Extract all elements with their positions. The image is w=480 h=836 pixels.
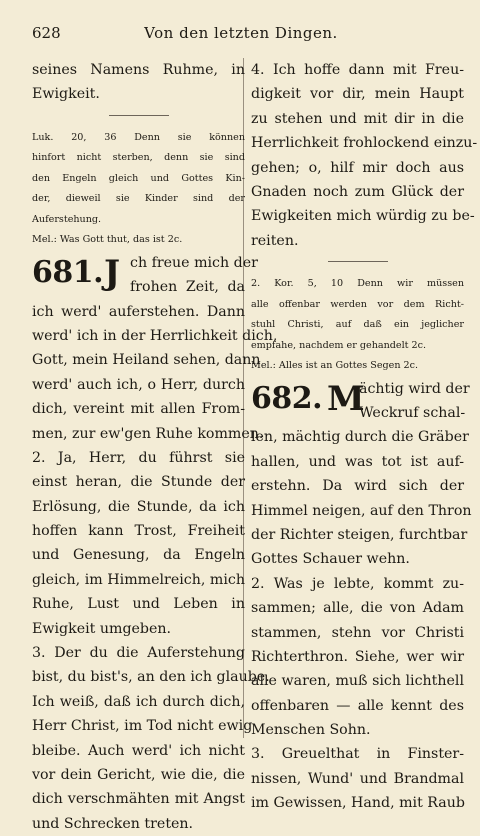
text-line: erstehn. Da wird sich der (251, 478, 464, 495)
text-line: 4. Ich hoffe dann mit Freu- (251, 62, 464, 78)
scripture-note-line: der, dieweil sie Kinder sind der (32, 193, 245, 205)
text-line: seines Namens Ruhme, in (32, 62, 245, 78)
drop-capital: J (104, 252, 121, 293)
text-line: gehen; o, hilf mir doch aus (251, 159, 464, 176)
scripture-note-line: Luk. 20, 36 Denn sie können (32, 131, 245, 143)
running-title: Von den letzten Dingen. (144, 24, 338, 42)
text-line: im Gewissen, Hand, mit Raub (251, 795, 465, 812)
text-line: len, mächtig durch die Gräber (251, 429, 469, 446)
text-line: Herr Christ, im Tod nicht ewig (32, 718, 253, 735)
text-line: 2. Was je lebte, kommt zu- (251, 575, 464, 592)
drop-capital: M (327, 378, 365, 419)
text-line: der Richter steigen, furchtbar (251, 526, 468, 543)
text-line: Weckruf schal- (359, 405, 466, 422)
text-line: Richterthron. Siehe, wer wir (251, 648, 464, 665)
melody-line: Mel.: Was Gott thut, das ist 2c. (32, 234, 183, 246)
text-line: Menschen Sohn. (251, 722, 371, 739)
text-line: hoffen kann Trost, Freiheit (32, 523, 245, 540)
text-line: und Genesung, da Engeln (32, 547, 245, 564)
text-line: Ewigkeit umgeben. (32, 620, 172, 637)
text-line: Herrlichkeit frohlockend einzu- (251, 135, 478, 152)
scripture-note-line: 2. Kor. 5, 10 Denn wir müssen (251, 278, 464, 290)
section-rule (109, 115, 169, 116)
text-line: bleibe. Auch werd' ich nicht (32, 742, 245, 759)
text-line: bist, du bist's, an den ich glaube. (32, 669, 270, 686)
text-line: Ewigkeiten mich würdig zu be- (251, 208, 475, 225)
text-line: reiten. (251, 232, 299, 249)
text-line: 3. Greuelthat in Finster- (251, 746, 464, 763)
hymn-number: 681. (32, 254, 104, 290)
text-line: digkeit vor dir, mein Haupt (251, 86, 464, 103)
text-line: Gnaden noch zum Glück der (251, 183, 464, 200)
text-line: Gott, mein Heiland sehen, dann (32, 352, 261, 369)
text-line: alle waren, muß sich lichthell (251, 673, 464, 690)
text-line: dich verschmähten mit Angst (32, 791, 245, 808)
text-line: sammen; alle, die von Adam (251, 600, 464, 617)
text-line: einst heran, die Stunde der (32, 474, 245, 491)
text-line: Erlösung, die Stunde, da ich (32, 498, 245, 515)
hymn-682 (251, 377, 470, 426)
scripture-note-line: stuhl Christi, auf daß ein jeglicher (251, 319, 464, 331)
scripture-note-line: den Engeln gleich und Gottes Kin- (32, 172, 245, 184)
text-line: stammen, stehn vor Christi (251, 624, 464, 641)
text-line: ch freue mich der (130, 254, 258, 271)
text-line: werd' auch ich, o Herr, durch (32, 376, 245, 393)
text-line: Ewigkeit. (32, 86, 100, 103)
text-line: zu stehen und mit dir in die (251, 110, 464, 127)
scripture-note-line: Auferstehung. (32, 213, 102, 225)
scripture-note-line: alle offenbar werden vor dem Richt- (251, 298, 464, 310)
right-column (251, 58, 478, 816)
text-line: nissen, Wund' und Brandmal (251, 770, 464, 787)
text-line: ich werd' auferstehen. Dann (32, 303, 245, 320)
text-line: vor dein Gericht, wie die, die (32, 766, 245, 783)
scripture-note-line: hinfort nicht sterben, denn sie sind (32, 152, 245, 164)
text-line: offenbaren — alle kennt des (251, 697, 464, 714)
text-line: 2. Ja, Herr, du führst sie (32, 449, 245, 466)
hymn-681 (32, 251, 258, 300)
page-number: 628 (32, 24, 61, 42)
text-line: men, zur ew'gen Ruhe kommen. (32, 425, 264, 442)
text-line: Himmel neigen, auf den Thron (251, 502, 472, 519)
scripture-note-line: empfahe, nachdem er gehandelt 2c. (251, 339, 427, 351)
text-line: 3. Der du die Auferstehung (32, 645, 245, 662)
section-rule (328, 261, 388, 262)
text-line: dich, vereint mit allen From- (32, 401, 245, 418)
text-line: Ruhe, Lust und Leben in (32, 596, 245, 613)
text-line: und Schrecken treten. (32, 815, 194, 832)
melody-line: Mel.: Alles ist an Gottes Segen 2c. (251, 360, 419, 372)
hymn-number: 682. (251, 380, 323, 416)
text-line: Gottes Schauer wehn. (251, 551, 410, 568)
page-header (32, 24, 450, 48)
text-line: Ich weiß, daß ich durch dich, (32, 693, 245, 710)
text-line: hallen, und was tot ist auf- (251, 453, 464, 470)
text-line: frohen Zeit, da (130, 279, 245, 296)
text-line: werd' ich in der Herrlichkeit dich, (32, 327, 278, 344)
text-line: gleich, im Himmelreich, mich (32, 571, 245, 588)
text-line: ächtig wird der (359, 380, 470, 397)
